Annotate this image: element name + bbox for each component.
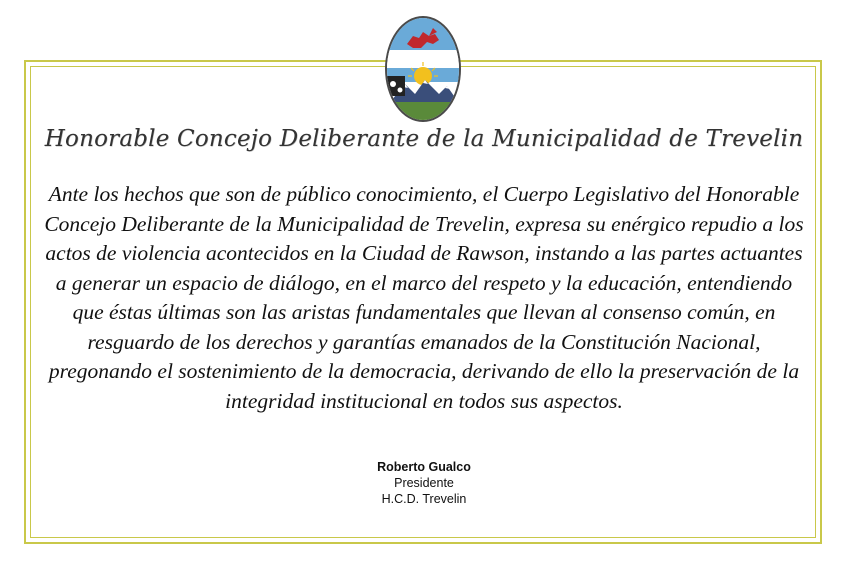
signatory-institution: H.C.D. Trevelin	[381, 492, 467, 506]
coat-of-arms-icon	[383, 14, 463, 124]
document-title: Honorable Concejo Deliberante de la Municipalidad de Trevelin	[44, 126, 804, 152]
signatory-name: Roberto Gualco	[377, 460, 471, 474]
signature-block	[0, 459, 848, 507]
signatory-role: Presidente	[394, 476, 454, 490]
statement-body: Ante los hechos que son de público conocimiento, el Cuerpo Legislativo del Honorable Concejo Deliberante de la Municipalidad de Trevelin, expresa su enérgico repudio a los actos de violencia acontecidos en la Ciudad de Rawson, instando a las partes actuantes a generar un espacio de diálogo, en el marco del respeto y la educación, entendiendo que éstas últimas son las aristas fundamentales que llevan al consenso común, en resguardo de los derechos y garantías emanados de la Constitución Nacional, pregonando el sostenimiento de la democracia, derivando de ello la preservación de la integridad institucional en todos sus aspectos.	[44, 182, 804, 413]
sun-icon	[414, 67, 432, 85]
